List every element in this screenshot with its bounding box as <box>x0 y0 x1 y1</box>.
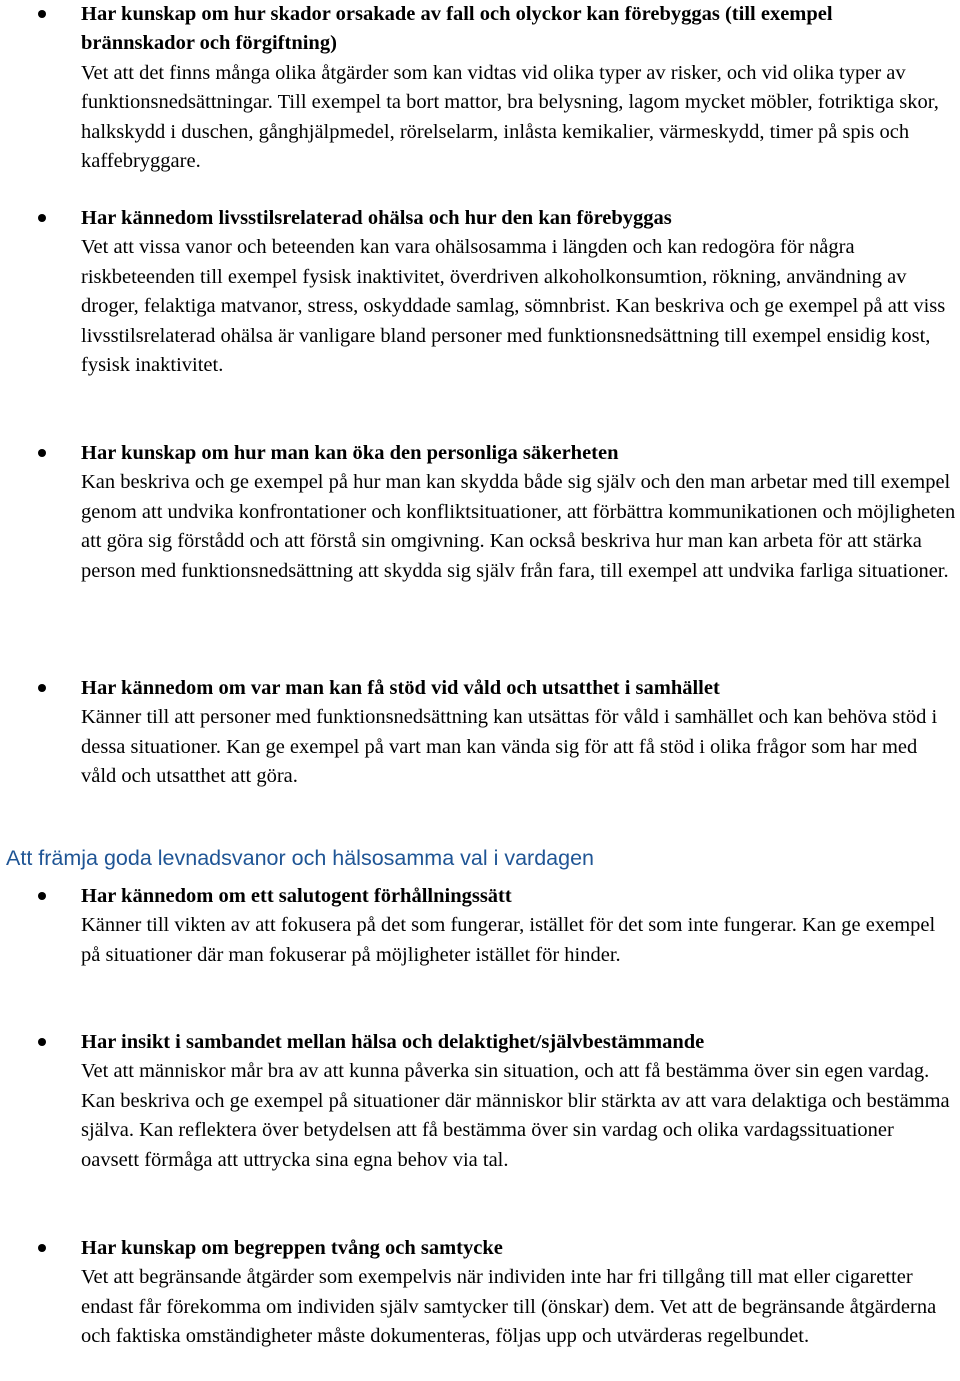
item-body: Känner till att personer med funktionsnedsättning kan utsättas för våld i samhället och kan behöva stöd i dessa situationer. Kan ge exempel på vart man kan vända sig för att få stöd i olika frågor som har med våld och utsatthet att göra. <box>81 706 938 788</box>
item-title: Har kännedom om ett salutogent förhållningssätt <box>81 885 512 907</box>
item-title: Har insikt i sambandet mellan hälsa och delaktighet/självbestämmande <box>81 1031 705 1053</box>
item-title: Har kunskap om begreppen tvång och samtycke <box>81 1237 503 1259</box>
list-item <box>0 1234 960 1352</box>
list-item <box>0 674 960 792</box>
item-body: Vet att vissa vanor och beteenden kan vara ohälsosamma i längden och kan redogöra för några riskbeteenden till exempel fysisk inaktivitet, överdriven alkoholkonsumtion, rökning, användning av droger, felaktiga matvanor, stress, oskyddade samlag, sömnbrist. Kan beskriva och ge exempel på att viss livsstilsrelaterad ohälsa är vanligare bland personer med funktionsnedsättning till exempel ensidig kost, fysisk inaktivitet. <box>81 236 946 377</box>
list-item <box>0 1028 960 1175</box>
item-body: Känner till vikten av att fokusera på det som fungerar, istället för det som inte fungerar. Kan ge exempel på situationer där man fokuserar på möjligheter istället för hinder. <box>81 914 936 966</box>
item-title: Har kunskap om hur man kan öka den personliga säkerheten <box>81 442 619 464</box>
item-title: Har kunskap om hur skador orsakade av fall och olyckor kan förebyggas (till exempel brännskador och förgiftning) <box>81 3 833 55</box>
item-body: Vet att det finns många olika åtgärder som kan vidtas vid olika typer av risker, och vid olika typer av funktionsnedsättningar. Till exempel ta bort mattor, bra belysning, lagom mycket möbler, fotriktiga skor, halkskydd i duschen, gånghjälpmedel, rörelselarm, inlåsta kemikalier, värmeskydd, timer på spis och kaffebryggare. <box>81 61 939 173</box>
item-body: Kan beskriva och ge exempel på hur man kan skydda både sig själv och den man arbetar med till exempel genom att undvika konfrontationer och konfliktsituationer, att förbättra kommunikationen och möjligheten att göra sig förstådd och att förstå sin omgivning. Kan också beskriva hur man kan arbeta för att stärka person med funktionsnedsättning att skydda sig själv från fara, till exempel att undvika farliga situationer. <box>81 471 956 582</box>
bullet-icon <box>38 10 46 18</box>
item-title: Har kännedom livsstilsrelaterad ohälsa och hur den kan förebyggas <box>81 207 672 229</box>
bullet-icon <box>38 892 46 900</box>
bullet-icon <box>38 214 46 222</box>
list-item <box>0 882 950 970</box>
section-heading: Att främja goda levnadsvanor och hälsosamma val i vardagen <box>6 846 594 870</box>
item-body: Vet att människor mår bra av att kunna påverka sin situation, och att få bestämma över sin egen vardag. Kan beskriva och ge exempel på situationer där människor blir stärkta av att vara delaktiga och bestämma själva. Kan reflektera över betydelsen att få bestämma över sin vardag och olika vardagssituationer oavsett förmåga att uttrycka sina egna behov via tal. <box>81 1060 950 1171</box>
item-title: Har kännedom om var man kan få stöd vid våld och utsatthet i samhället <box>81 677 720 699</box>
bullet-icon <box>38 1244 46 1252</box>
bullet-icon <box>38 684 46 692</box>
list-item <box>0 204 958 380</box>
list-item <box>0 439 960 586</box>
list-item <box>0 0 955 176</box>
bullet-icon <box>38 1038 46 1046</box>
bullet-icon <box>38 449 46 457</box>
item-body: Vet att begränsande åtgärder som exempelvis när individen inte har fri tillgång till mat eller cigaretter endast får förekomma om individen själv samtycker till (önskar) dem. Vet att de begränsande åtgärderna och faktiska omständigheter måste dokumenteras, följas upp och utvärderas regelbundet. <box>81 1266 937 1348</box>
